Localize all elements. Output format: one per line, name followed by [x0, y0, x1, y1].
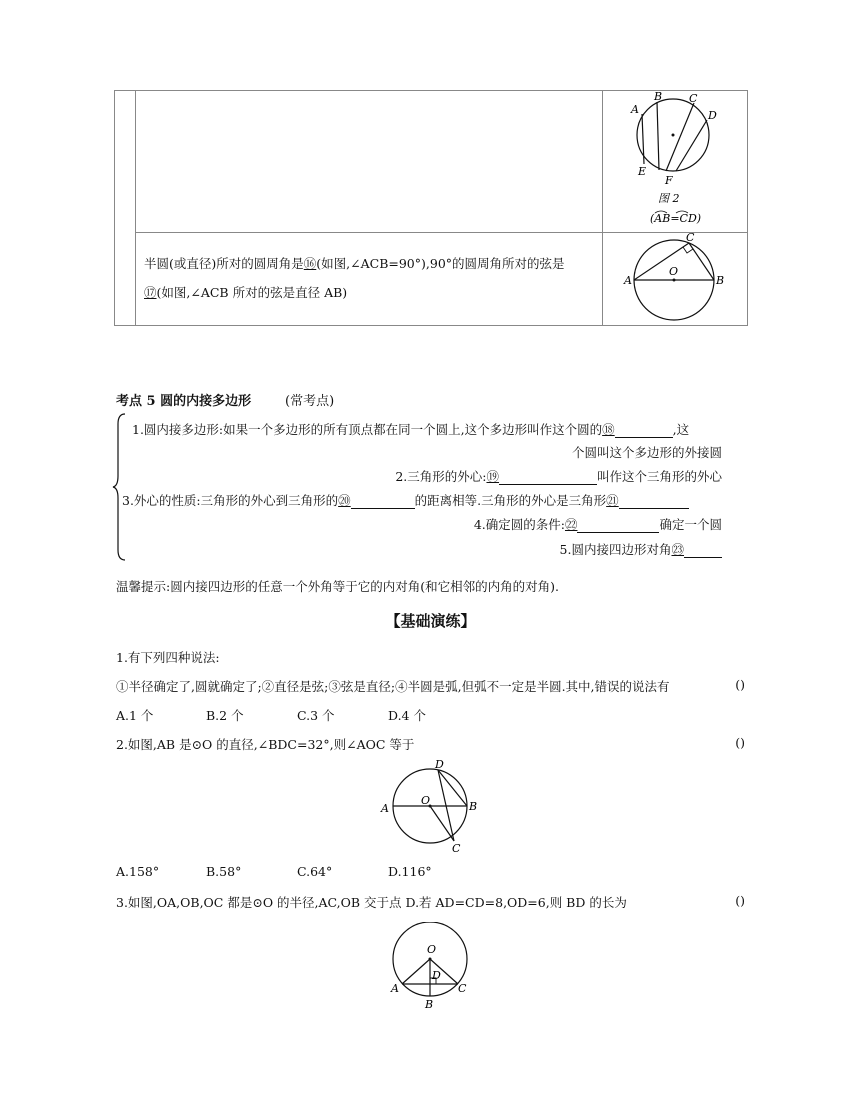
item-text: 的距离相等.三角形的外心是三角形: [414, 493, 607, 508]
question-2-stem: [116, 735, 414, 753]
answer-parenthesis[interactable]: [735, 677, 745, 692]
point-label: A: [381, 802, 389, 815]
answer-blank[interactable]: [684, 545, 722, 558]
point-label: E: [638, 165, 647, 178]
paren-text: (): [735, 677, 745, 692]
point-label: A: [624, 274, 632, 287]
question-text: 3.如图,OA,OB,OC 都是⊙O 的半径,AC,OB 交于点 D.若 AD=CD=8,OD=6,则 BD 的长为: [116, 895, 627, 910]
question-2-option-a[interactable]: [116, 864, 159, 879]
blank-number: ㉓: [671, 542, 684, 557]
point-label: D: [432, 969, 441, 982]
question-text: ①半径确定了,圆就确定了;②直径是弦;③弦是直径;④半圆是弧,但弧不一定是半圆.其中,错误的说法有: [116, 679, 670, 694]
question-1-stem: [116, 648, 220, 666]
item-text: 3.外心的性质:三角形的外心到三角形的: [122, 493, 339, 508]
answer-blank[interactable]: [577, 520, 659, 533]
semicircle-rule-line2: [144, 283, 347, 301]
rule-text: (如图,∠ACB 所对的弦是直径 AB): [156, 285, 348, 300]
question-1-body: [116, 677, 670, 695]
figure-equal-arcs: [628, 92, 724, 227]
circumcenter-item2: [395, 467, 722, 485]
point-label: A: [391, 982, 399, 995]
determine-circle-item4: [474, 515, 722, 533]
blank-number: ⑰: [144, 285, 157, 300]
table-divider: [602, 91, 603, 325]
figure-caption: 图 2: [658, 192, 680, 205]
tip-text: 温馨提示:圆内接四边形的任意一个外角等于它的内对角(和它相邻的内角的对角).: [116, 579, 559, 594]
point-label: C: [689, 92, 698, 105]
point-label: C: [452, 842, 461, 854]
figure-note: (AB=CD): [650, 212, 702, 225]
rule-text: (如图,∠ACB=90°),90°的圆周角所对的弦是: [316, 256, 565, 271]
question-1-option-d[interactable]: [388, 706, 426, 724]
blank-number: ⑯: [303, 256, 317, 271]
item-text: 个圆叫这个多边形的外接圆: [571, 445, 722, 460]
answer-blank[interactable]: [619, 496, 689, 509]
section-tag-text: (常考点): [285, 394, 335, 409]
rule-text: 半圆(或直径)所对的圆周角是: [144, 256, 304, 271]
item-text: 确定一个圆: [659, 517, 722, 532]
point-label: C: [458, 982, 467, 995]
point-label: F: [665, 174, 673, 187]
answer-parenthesis[interactable]: [735, 893, 745, 908]
blank-number: ㉑: [606, 493, 619, 508]
table-divider: [135, 91, 136, 325]
question-text: 1.有下列四种说法:: [116, 650, 220, 665]
practice-heading: [0, 610, 861, 631]
question-2-option-c[interactable]: [297, 864, 332, 879]
section-tag: [285, 390, 334, 409]
blank-number: ⑳: [338, 493, 351, 508]
paren-text: (): [735, 893, 745, 908]
option-text: D.4 个: [388, 708, 426, 723]
tip: [116, 577, 559, 595]
option-text: A.158°: [116, 864, 160, 879]
answer-blank[interactable]: [499, 472, 597, 485]
item-text: 1.圆内接多边形:如果一个多边形的所有顶点都在同一个圆上,这个多边形叫作这个圆的: [132, 422, 603, 437]
item-text: 叫作这个三角形的外心: [596, 469, 722, 484]
option-text: B.58°: [206, 864, 242, 879]
item-text: 5.圆内接四边形对角: [559, 542, 672, 557]
circumcenter-property-item3: [122, 491, 689, 509]
answer-parenthesis[interactable]: [735, 735, 745, 750]
question-2-option-b[interactable]: [206, 864, 241, 879]
point-label: D: [708, 109, 717, 122]
blank-number: ⑱: [602, 422, 615, 437]
item-text: 2.三角形的外心:: [395, 469, 487, 484]
section-title: [116, 390, 251, 409]
question-3-stem: [116, 893, 627, 911]
circumscribed-item1: [132, 420, 689, 438]
brace-icon: [112, 412, 128, 562]
option-text: C.64°: [297, 864, 333, 879]
point-label: O: [427, 943, 437, 956]
question-3-figure: [386, 922, 476, 1014]
point-label: D: [435, 758, 444, 771]
point-label: C: [686, 232, 695, 244]
circumscribed-item1-cont: [572, 443, 722, 461]
section-title-text: 考点 5 圆的内接多边形: [116, 394, 252, 409]
answer-blank[interactable]: [351, 496, 415, 509]
point-label: O: [669, 265, 679, 278]
item-text: 4.确定圆的条件:: [473, 517, 565, 532]
inscribed-quad-item5: [560, 540, 722, 558]
point-label: B: [425, 998, 434, 1011]
point-label: B: [654, 92, 663, 103]
point-label: B: [469, 800, 478, 813]
paren-text: (): [735, 735, 745, 750]
question-2-option-d[interactable]: [388, 864, 432, 879]
option-text: B.2 个: [206, 708, 244, 723]
question-1-option-c[interactable]: [297, 706, 335, 724]
practice-heading-text: 【基础演练】: [385, 612, 476, 630]
semicircle-rule-line1: [144, 254, 565, 272]
point-label: O: [421, 794, 431, 807]
blank-number: ⑲: [486, 469, 499, 484]
question-1-option-a[interactable]: [116, 706, 153, 724]
figure-semicircle-angle: [622, 232, 727, 322]
answer-blank[interactable]: [615, 425, 673, 438]
blank-number: ㉒: [564, 517, 578, 532]
option-text: C.3 个: [297, 708, 335, 723]
question-text: 2.如图,AB 是⊙O 的直径,∠BDC=32°,则∠AOC 等于: [116, 737, 415, 752]
point-label: A: [631, 103, 639, 116]
question-2-figure: [378, 756, 488, 854]
option-text: A.1 个: [116, 708, 154, 723]
question-1-option-b[interactable]: [206, 706, 244, 724]
option-text: D.116°: [388, 864, 432, 879]
point-label: B: [716, 274, 725, 287]
item-text: ,这: [672, 422, 690, 437]
